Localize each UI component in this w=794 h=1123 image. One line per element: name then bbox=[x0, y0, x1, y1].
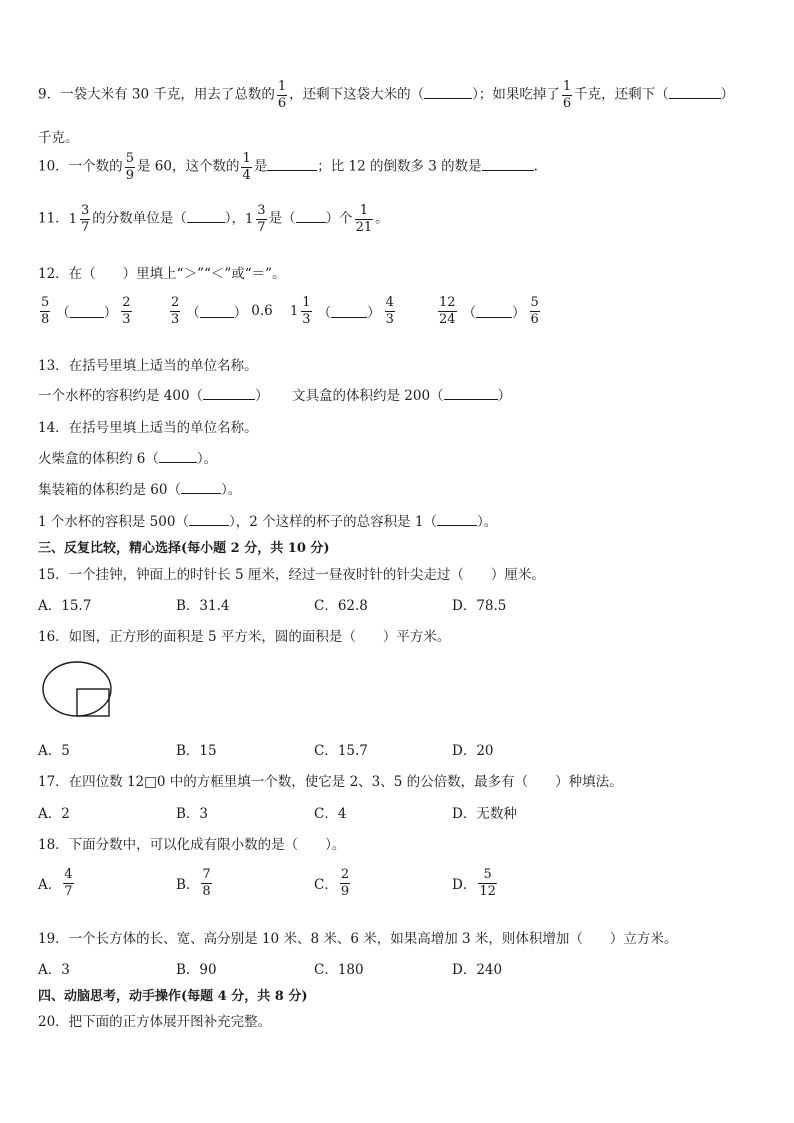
question-11: 11． 1 $\frac{3}{7}$ 的分数单位是（ ）， 1 $\frac{3}{7}$ 是（ ）个 $\frac{1}{21}$ 。 bbox=[38, 203, 389, 235]
question-number: 11． bbox=[38, 210, 69, 227]
question-14-item-a: 火柴盒的体积约 6（ ）。 bbox=[38, 451, 218, 467]
option-a[interactable]: A．15.7 bbox=[38, 598, 92, 614]
section-heading: 四、动脑思考，动手操作(每题 4 分，共 8 分) bbox=[38, 989, 308, 1004]
question-14-item-c: 1 个水杯的容积是 500（ ），2 个这样的杯子的总容积是 1（ ）。 bbox=[38, 514, 498, 530]
compare-item-1: $\frac{5}{8}$ （ ） $\frac{2}{3}$ bbox=[41, 295, 131, 327]
question-13-item-b: 文具盒的体积约是 200（ ） bbox=[292, 388, 512, 404]
circle-square-figure bbox=[40, 660, 114, 724]
option-a[interactable]: A．5 bbox=[38, 743, 70, 759]
question-13-item-a: 一个水杯的容积约是 400（ ） bbox=[38, 388, 269, 404]
question-16: 16．如图，正方形的面积是 5 平方米，圆的面积是（ ）平方米。 bbox=[38, 629, 451, 645]
question-17: 17．在四位数 12□0 中的方框里填一个数，使它是 2、3、5 的公倍数，最多有（ ）种填法。 bbox=[38, 774, 623, 790]
compare-item-3: 1 $\frac{1}{3}$ （ ） $\frac{4}{3}$ bbox=[290, 295, 394, 327]
fraction: $\frac{5}{9}$ bbox=[125, 151, 134, 183]
option-a[interactable]: A．3 bbox=[38, 962, 70, 978]
question-number: 9． bbox=[38, 86, 61, 103]
option-a[interactable]: A．2 bbox=[38, 806, 70, 822]
answer-blank[interactable] bbox=[444, 386, 498, 400]
option-c[interactable]: C．62.8 bbox=[314, 598, 368, 614]
mixed-number: 1 $\frac{3}{7}$ bbox=[68, 203, 90, 235]
option-b[interactable]: B．31.4 bbox=[176, 598, 230, 614]
question-18: 18．下面分数中，可以化成有限小数的是（ ）。 bbox=[38, 837, 346, 853]
mixed-number: 1 $\frac{3}{7}$ bbox=[245, 203, 266, 235]
option-c[interactable]: C．4 bbox=[314, 806, 347, 822]
compare-blank[interactable] bbox=[70, 304, 104, 318]
answer-blank[interactable] bbox=[437, 512, 477, 526]
answer-blank[interactable] bbox=[159, 449, 197, 463]
question-12: 12．在（ ）里填上“＞”“＜”或“＝”。 bbox=[38, 266, 286, 282]
square-shape bbox=[77, 689, 109, 716]
option-d[interactable]: D． $\frac{5}{12}$ bbox=[452, 867, 496, 899]
compare-item-2: $\frac{2}{3}$ （ ） 0.6 bbox=[171, 295, 273, 327]
option-c[interactable]: C．15.7 bbox=[314, 743, 368, 759]
question-10: 10．一个数的 $\frac{5}{9}$ 是 60，这个数的 $\frac{1}{4}$ 是 ；比 12 的倒数多 3 的数是 . bbox=[38, 151, 538, 183]
question-14: 14．在括号里填上适当的单位名称。 bbox=[38, 420, 258, 436]
question-19: 19．一个长方体的长、宽、高分别是 10 米、8 米、6 米，如果高增加 3 米，则体积增加（ ）立方米。 bbox=[38, 931, 678, 947]
option-d[interactable]: D．20 bbox=[452, 743, 494, 759]
option-c[interactable]: C．180 bbox=[314, 962, 364, 978]
circle-square-diagram bbox=[40, 660, 114, 720]
compare-blank[interactable] bbox=[331, 304, 367, 318]
section-heading: 三、反复比较，精心选择(每小题 2 分，共 10 分) bbox=[38, 541, 330, 556]
option-c[interactable]: C． $\frac{2}{9}$ bbox=[314, 867, 350, 899]
question-9-continued: 千克。 bbox=[38, 130, 79, 146]
compare-blank[interactable] bbox=[476, 304, 512, 318]
answer-blank[interactable] bbox=[267, 157, 317, 171]
answer-blank[interactable] bbox=[189, 512, 229, 526]
fraction: $\frac{1}{6}$ bbox=[562, 79, 572, 111]
option-d[interactable]: D．无数种 bbox=[452, 806, 517, 822]
question-20: 20．把下面的正方体展开图补充完整。 bbox=[38, 1014, 272, 1030]
answer-blank[interactable] bbox=[187, 209, 225, 223]
fraction: $\frac{1}{21}$ bbox=[355, 203, 373, 235]
option-b[interactable]: B．90 bbox=[176, 962, 217, 978]
compare-blank[interactable] bbox=[200, 304, 234, 318]
option-b[interactable]: B． $\frac{7}{8}$ bbox=[176, 867, 211, 899]
compare-item-4: $\frac{12}{24}$ （ ） $\frac{5}{6}$ bbox=[439, 295, 539, 327]
option-b[interactable]: B．15 bbox=[176, 743, 217, 759]
option-d[interactable]: D．240 bbox=[452, 962, 503, 978]
option-a[interactable]: A． $\frac{4}{7}$ bbox=[38, 867, 73, 899]
question-15: 15．一个挂钟，钟面上的时针长 5 厘米，经过一昼夜时针的针尖走过（ ）厘米。 bbox=[38, 567, 545, 583]
fraction: $\frac{1}{6}$ bbox=[277, 79, 287, 111]
answer-blank[interactable] bbox=[203, 386, 255, 400]
option-d[interactable]: D．78.5 bbox=[452, 598, 507, 614]
answer-blank[interactable] bbox=[424, 85, 472, 99]
answer-blank[interactable] bbox=[482, 157, 534, 171]
answer-blank[interactable] bbox=[669, 85, 721, 99]
question-14-item-b: 集装箱的体积约是 60（ ）。 bbox=[38, 482, 242, 498]
question-number: 10． bbox=[38, 158, 69, 175]
question-13: 13．在括号里填上适当的单位名称。 bbox=[38, 358, 258, 374]
option-b[interactable]: B．3 bbox=[176, 806, 209, 822]
fraction: $\frac{1}{4}$ bbox=[242, 151, 251, 183]
question-9: 9．一袋大米有 30 千克，用去了总数的 $\frac{1}{6}$ ，还剩下这袋大米的（ ）；如果吃掉了 $\frac{1}{6}$ 千克，还剩下（ ） bbox=[38, 79, 735, 111]
answer-blank[interactable] bbox=[181, 480, 221, 494]
answer-blank[interactable] bbox=[296, 209, 326, 223]
